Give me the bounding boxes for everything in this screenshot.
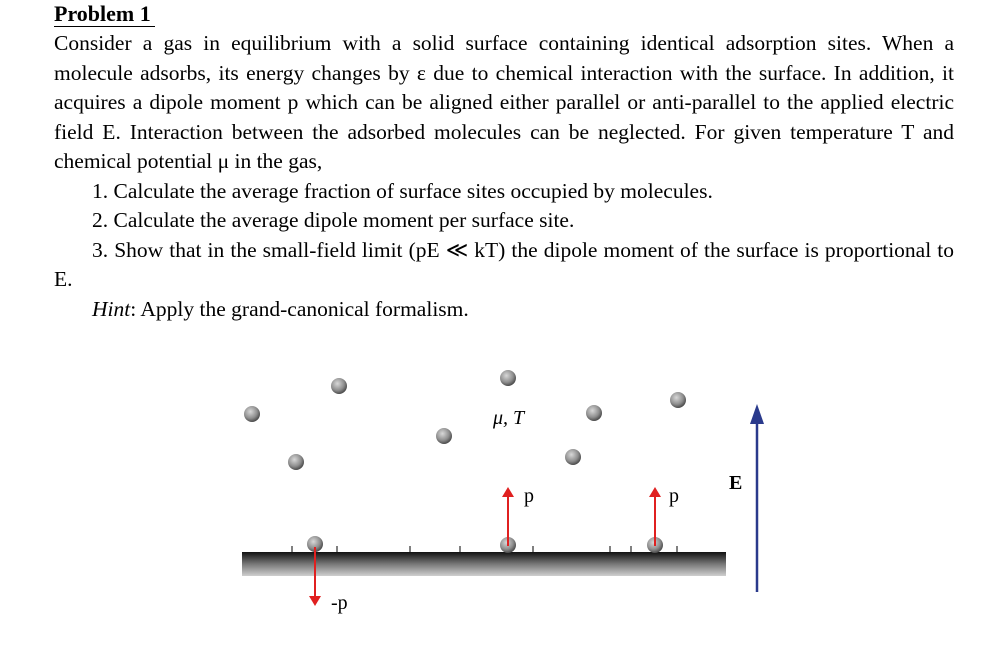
gas-label: μ, T	[493, 407, 525, 429]
gas-molecule	[288, 454, 304, 470]
gas-molecule	[331, 378, 347, 394]
task-item-2: 2. Calculate the average dipole moment per surface site.	[92, 208, 575, 232]
gas-molecule	[565, 449, 581, 465]
surface-ticks	[292, 546, 677, 552]
task-item-1: 1. Calculate the average fraction of surface sites occupied by molecules.	[92, 178, 713, 203]
problem-intro: Consider a gas in equilibrium with a solid surface containing identical adsorption sites. When a molecule adsorbs, its energy changes by ε due to chemical interaction with the surface. In addition, it acquires a dipole moment p which can be aligned either parallel or anti-parallel to the applied electric field E. Interaction between the adsorbed molecules can be neglected. For given temperature T and chemical potential μ in the gas,	[54, 31, 954, 173]
dipole-label-2: p	[669, 485, 679, 507]
dipole-label-1: p	[524, 485, 534, 507]
hint-label: Hint	[92, 296, 131, 321]
gas-molecule	[436, 428, 452, 444]
task-item-3: 3. Show that in the small-field limit (pE ≪ kT) the dipole moment of the surface is proportional to E.	[54, 237, 954, 291]
problem-title: Problem 1	[54, 2, 155, 27]
gas-molecule	[244, 406, 260, 422]
field-label: E	[729, 472, 743, 494]
gas-molecule	[586, 405, 602, 421]
hint-text: : Apply the grand-canonical formalism.	[130, 296, 469, 321]
dipole-up-arrowhead-1	[502, 487, 514, 497]
field-arrowhead	[750, 404, 764, 424]
dipole-down-arrowhead	[309, 596, 321, 606]
dipole-label-neg: -p	[331, 592, 348, 614]
gas-molecule	[500, 370, 516, 386]
dipole-up-arrowhead-2	[649, 487, 661, 497]
gas-molecule	[670, 392, 686, 408]
